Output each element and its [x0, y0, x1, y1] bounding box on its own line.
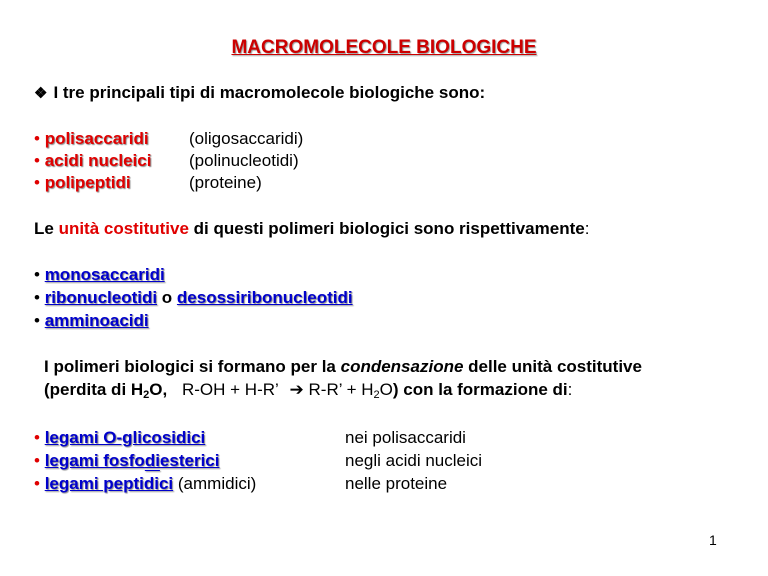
type-item: [34, 172, 131, 194]
bullet-icon: •: [34, 288, 40, 307]
bullet-icon: •: [34, 129, 40, 148]
reaction-formula: R-R’ + H: [303, 380, 374, 399]
intro-line: [34, 82, 485, 105]
condensation-text: O,: [149, 380, 168, 399]
condensation-term: condensazione: [340, 357, 464, 376]
unit-item: [34, 287, 353, 309]
type-item: [34, 128, 149, 150]
condensation-line-1: [44, 356, 642, 378]
bond-location: negli acidi nucleici: [345, 451, 483, 470]
page-number: 1: [709, 532, 717, 548]
type-alt: (oligosaccaridi): [189, 129, 304, 148]
diamond-bullet-icon: ❖: [34, 85, 48, 102]
type-item: [34, 150, 151, 172]
units-sentence-before: Le: [34, 219, 59, 238]
subscript: 2: [143, 389, 150, 401]
intro-text: I tre principali tipi di macromolecole biologiche sono:: [53, 83, 486, 102]
bullet-icon: •: [34, 151, 40, 170]
bond-item: [34, 473, 256, 495]
bullet-icon: •: [34, 474, 40, 493]
unit-name: ribonucleotidi: [44, 288, 158, 307]
condensation-text: ) con la formazione di: [392, 380, 568, 399]
type-name: acidi nucleici: [44, 151, 152, 170]
unit-name: amminoacidi: [44, 311, 149, 330]
bond-location: nelle proteine: [345, 474, 448, 493]
unit-name: monosaccaridi: [44, 265, 165, 284]
type-alt: (proteine): [189, 173, 262, 192]
subscript: 2: [373, 389, 380, 401]
unit-item: [34, 264, 165, 286]
bond-item: [34, 450, 219, 472]
bond-name: legami O-glicosidici: [44, 428, 206, 447]
unit-name: desossiribonucleotidi: [176, 288, 353, 307]
type-alt: (polinucleotidi): [189, 151, 299, 170]
bond-name-part: legami fosfo: [44, 451, 145, 470]
bond-location: nei polisaccaridi: [345, 428, 466, 447]
units-sentence-after: di questi polimeri biologici sono rispettivamente: [188, 219, 585, 238]
arrow-right-icon: ➔: [289, 380, 304, 399]
reaction-formula: R-OH + H-R’: [181, 380, 279, 399]
bullet-icon: •: [34, 265, 40, 284]
units-sentence: [34, 218, 589, 240]
bond-name-part: di: [144, 451, 160, 470]
page-title: MACROMOLECOLE BIOLOGICHE: [231, 37, 537, 58]
condensation-text: delle unità costitutive: [463, 357, 642, 376]
unit-item: [34, 310, 149, 332]
bullet-icon: •: [34, 173, 40, 192]
bullet-icon: •: [34, 428, 40, 447]
bullet-icon: •: [34, 451, 40, 470]
bond-name-part: esterici: [159, 451, 220, 470]
condensation-text: (perdita di H: [44, 380, 144, 399]
bond-name: [45, 451, 220, 470]
unit-conjunction: o: [157, 288, 177, 307]
bond-extra: (ammidici): [173, 474, 257, 493]
bond-name: legami peptidici: [44, 474, 174, 493]
condensation-text: I polimeri biologici si formano per la: [44, 357, 341, 376]
type-name: polisaccaridi: [44, 129, 149, 148]
units-highlight: unità costitutive: [58, 219, 189, 238]
units-sentence-colon: :: [584, 219, 590, 238]
bond-item: [34, 427, 205, 449]
reaction-formula: O: [379, 380, 393, 399]
bullet-icon: •: [34, 311, 40, 330]
condensation-line-2: [44, 379, 572, 401]
type-name: polipeptidi: [44, 173, 131, 192]
condensation-colon: :: [567, 380, 573, 399]
